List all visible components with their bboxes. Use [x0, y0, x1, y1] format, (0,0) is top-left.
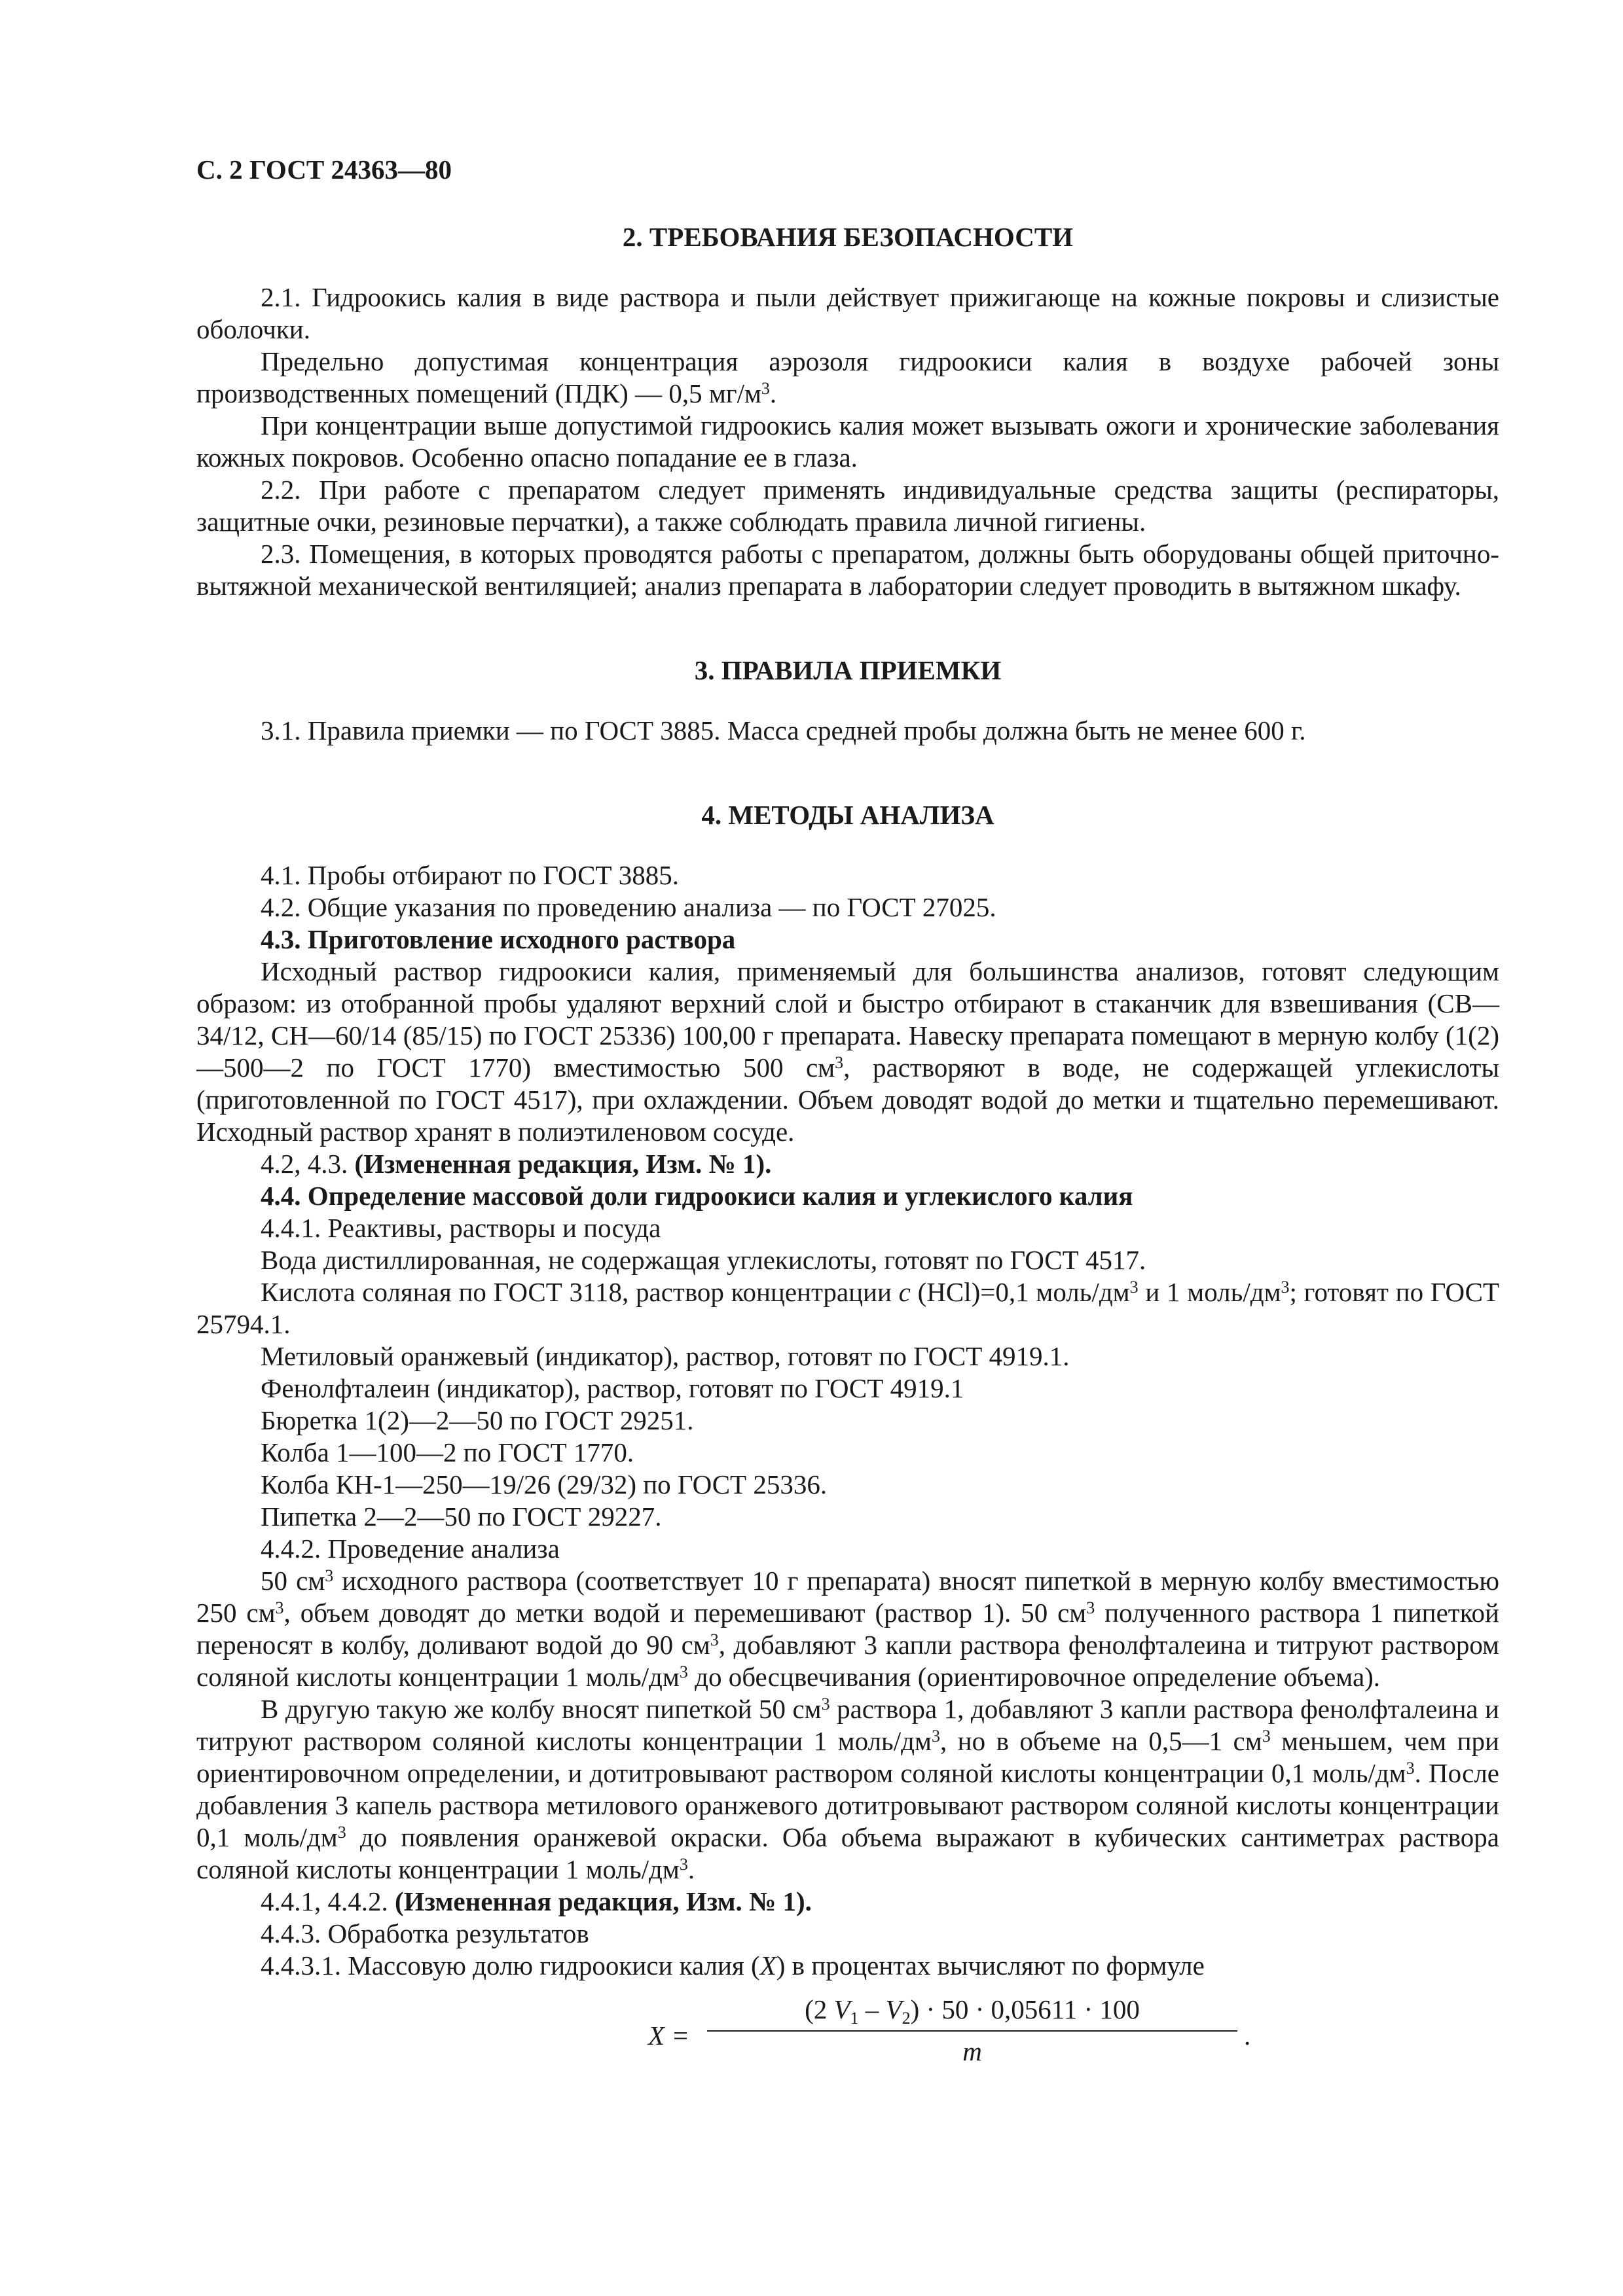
paragraph-4-2: 4.2. Общие указания по проведению анализа — по ГОСТ 27025.	[261, 892, 996, 922]
section-2-title: 2. ТРЕБОВАНИЯ БЕЗОПАСНОСТИ	[622, 222, 1074, 252]
list-item: Колба 1—100—2 по ГОСТ 1770.	[261, 1437, 634, 1467]
proc2-t2: раствора 1, добавляют 3 капли раствора фенолфталеина и титруют раствором соляной кислоты концентрации 1 моль/дм	[196, 1694, 1499, 1756]
v2-symbol: V	[885, 1994, 902, 2024]
proc1-t6: до обесцвечивания (ориентировочное определение объема).	[687, 1662, 1381, 1692]
document-page	[196, 154, 1499, 2072]
section-4-title: 4. МЕТОДЫ АНАЛИЗА	[701, 800, 994, 830]
fraction-bar	[707, 2030, 1237, 2032]
proc1-t3: , объем доводят до метки водой и перемешивают (раствор 1). 50 см	[283, 1598, 1087, 1628]
pdk-text: Предельно допустимая концентрация аэрозоля гидроокиси калия в воздухе рабочей зоны производственных помещений (ПДК) — 0,5 мг/м	[196, 346, 1499, 408]
pdk-end: .	[769, 378, 777, 408]
formula-numerator	[707, 1994, 1237, 2026]
minus-sign: –	[858, 1994, 886, 2024]
superscript: 3	[1129, 1278, 1139, 1297]
acid-text-d: и 1 моль/дм	[1138, 1277, 1281, 1307]
numerator-end: ) · 50 · 0,05611 · 100	[910, 1994, 1140, 2024]
superscript: 3	[931, 1727, 940, 1746]
superscript: 3	[679, 1855, 688, 1874]
proc2-t4: меньшем, чем при ориентировочном определении, и дотитровывают раствором соляной кислоты концентрации 0,1 моль/дм	[196, 1726, 1499, 1788]
amendment-ref: 4.2, 4.3.	[261, 1149, 355, 1179]
acid-text-e: ; готовят по ГОСТ 25794.1.	[196, 1277, 1499, 1339]
paragraph-4-1: 4.1. Пробы отбирают по ГОСТ 3885.	[261, 860, 680, 890]
proc2-t7: .	[687, 1854, 695, 1884]
superscript: 3	[679, 1662, 688, 1681]
v1-symbol: V	[833, 1994, 850, 2024]
list-item: Метиловый оранжевый (индикатор), раствор, готовят по ГОСТ 4919.1.	[261, 1341, 1070, 1371]
amendment-ref: 4.4.1, 4.4.2.	[261, 1886, 395, 1916]
proc1-t4: полученного раствора 1 пипеткой переносят в колбу, доливают водой до 90 см	[196, 1598, 1499, 1660]
paragraph-2-3: 2.3. Помещения, в которых проводятся работы с препаратом, должны быть оборудованы общей приточно-вытяжной механической вентиляцией; анализ препарата в лаборатории следует проводить в вытяжном шкафу.	[196, 539, 1499, 601]
amendment-note-2	[196, 1886, 1499, 1918]
list-item: 4.4.2. Проведение анализа	[261, 1534, 560, 1564]
proc2-t1: В другую такую же колбу вносят пипеткой 50 см	[261, 1694, 822, 1724]
proc2-t5: . После добавления 3 капель раствора метилового оранжевого дотитровывают раствором соляной кислоты концентрации 0,1 моль/дм	[196, 1758, 1499, 1852]
paragraph-3-1: 3.1. Правила приемки — по ГОСТ 3885. Масса средней пробы должна быть не менее 600 г.	[261, 715, 1306, 745]
procedure-paragraph-2	[196, 1693, 1499, 1886]
paragraph-pdk	[196, 346, 1499, 410]
paragraph-burns: При концентрации выше допустимой гидроокись калия может вызывать ожоги и хронические заболевания кожных покровов. Особенно опасно попадание ее в глаза.	[196, 410, 1499, 473]
superscript: 3	[1406, 1759, 1415, 1778]
formula-koh	[196, 1994, 1499, 2072]
proc1-t1: 50 см	[261, 1566, 325, 1596]
amendment-text: (Измененная редакция, Изм. № 1).	[354, 1149, 772, 1179]
superscript: 3	[337, 1823, 346, 1842]
list-item: Бюретка 1(2)—2—50 по ГОСТ 29251.	[261, 1405, 694, 1435]
proc2-t6: до появления оранжевой окраски. Оба объема выражают в кубических сантиметрах раствора соляной кислоты концентрации 1 моль/дм	[196, 1822, 1499, 1884]
superscript: 3	[710, 1630, 719, 1649]
list-item: Колба КН-1—250—19/26 (29/32) по ГОСТ 25336.	[261, 1469, 828, 1499]
superscript: 3	[761, 379, 770, 398]
heading-4-4: 4.4. Определение массовой доли гидроокиси калия и углекислого калия	[261, 1181, 1133, 1211]
section-3-title: 3. ПРАВИЛА ПРИЕМКИ	[694, 655, 1002, 685]
heading-4-3: 4.3. Приготовление исходного раствора	[261, 924, 736, 954]
superscript: 3	[1262, 1727, 1271, 1746]
superscript: 3	[275, 1598, 284, 1617]
superscript: 3	[325, 1566, 334, 1585]
calc-text-b: ) в процентах вычисляют по формуле	[776, 1950, 1205, 1981]
paragraph-stock-solution	[196, 956, 1499, 1148]
paragraph-2-2: 2.2. При работе с препаратом следует применять индивидуальные средства защиты (респираторы, защитные очки, резиновые перчатки), а также соблюдать правила личной гигиены.	[196, 475, 1499, 537]
stock-text-a: Исходный раствор гидроокиси калия, применяемый для большинства анализов, готовят следующим образом: из отобранной пробы удаляют верхний слой и быстро отбирают в стаканчик для взвешивания (СВ—34/12, СН—60/14 (85/15) по ГОСТ 25336) 100,00 г препарата. Навеску препарата помещают в мерную колбу (1(2)—500—2 по ГОСТ 1770) вместимостью 500 см	[196, 956, 1499, 1083]
amendment-text: (Измененная редакция, Изм. № 1).	[395, 1886, 812, 1916]
procedure-paragraph-1	[196, 1565, 1499, 1693]
amendment-note-1	[196, 1148, 1499, 1180]
reagent-acid	[196, 1276, 1499, 1340]
superscript: 3	[821, 1695, 830, 1713]
running-header: С. 2 ГОСТ 24363—80	[196, 154, 452, 185]
paragraph-2-1: 2.1. Гидроокись калия в виде раствора и пыли действует прижигающе на кожные покровы и слизистые оболочки.	[196, 282, 1499, 344]
calc-text-a: 4.4.3.1. Массовую долю гидроокиси калия (	[261, 1950, 760, 1981]
x-symbol: X	[759, 1950, 776, 1981]
formula-denominator: m	[962, 2036, 982, 2066]
paragraph-4-4-3: 4.4.3. Обработка результатов	[261, 1918, 589, 1948]
acid-text-a: Кислота соляная по ГОСТ 3118, раствор концентрации	[261, 1277, 899, 1307]
proc1-t5: , добавляют 3 капли раствора фенолфталеина и титруют раствором соляной кислоты концентрации 1 моль/дм	[196, 1630, 1499, 1692]
subscript: 1	[850, 2009, 859, 2028]
formula-period: .	[1244, 2020, 1251, 2051]
paragraph-4-4-3-1	[196, 1950, 1499, 1982]
proc1-t2: исходного раствора (соответствует 10 г препарата) вносят пипеткой в мерную колбу вместимостью 250 см	[196, 1566, 1499, 1628]
acid-c-symbol: с	[898, 1277, 911, 1307]
superscript: 3	[1086, 1598, 1095, 1617]
list-item: Пипетка 2—2—50 по ГОСТ 29227.	[261, 1501, 662, 1532]
superscript: 3	[1281, 1278, 1290, 1297]
acid-text-b: (HCl)=0,1 моль/дм	[910, 1277, 1130, 1307]
list-item: Фенолфталеин (индикатор), раствор, готовят по ГОСТ 4919.1	[261, 1373, 964, 1403]
stock-text-b: , растворяют в воде, не содержащей углекислоты (приготовленной по ГОСТ 4517), при охлаждении. Объем доводят водой до метки и тщательно перемешивают. Исходный раствор хранят в полиэтиленовом сосуде.	[196, 1052, 1499, 1147]
formula-lhs: X =	[648, 2020, 689, 2051]
reagent-water: Вода дистиллированная, не содержащая углекислоты, готовят по ГОСТ 4517.	[261, 1245, 1146, 1275]
subscript: 2	[902, 2009, 911, 2028]
paragraph-4-4-1: 4.4.1. Реактивы, растворы и посуда	[261, 1213, 661, 1243]
proc2-t3: , но в объеме на 0,5—1 см	[939, 1726, 1262, 1756]
numerator-start: (2	[805, 1994, 834, 2024]
superscript: 3	[835, 1053, 844, 1072]
